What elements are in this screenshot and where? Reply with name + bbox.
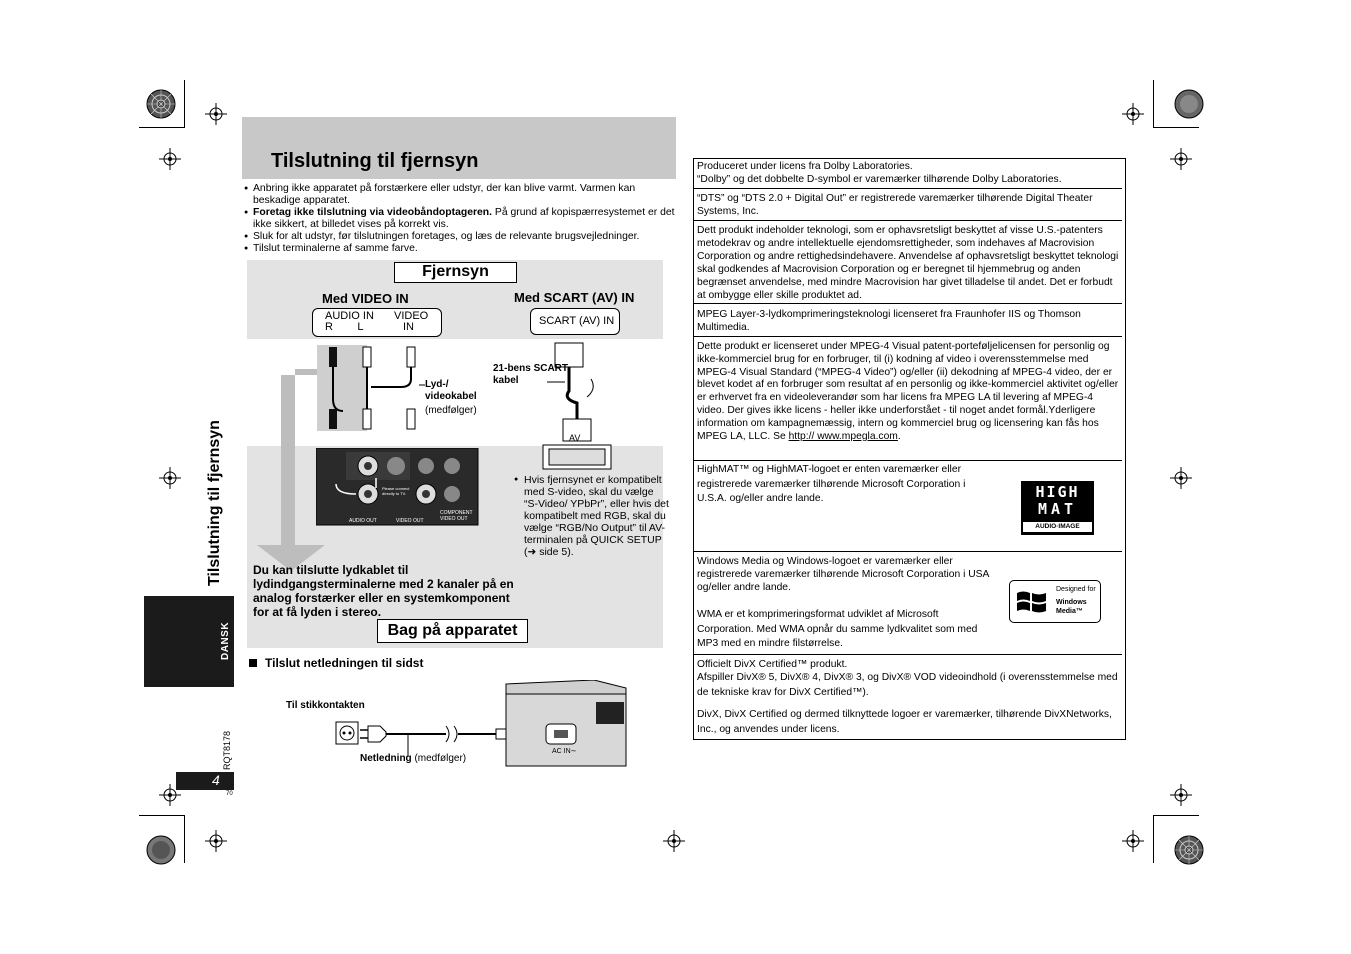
- page-number-box: [176, 772, 234, 790]
- wma-text: WMA er et komprimeringsformat udviklet af Microsoft Corporation. Med WMA opnår du samme lydkvalitet som med MP3 med en mindre filstørrelse.: [697, 609, 978, 649]
- warning-bullets: [244, 183, 676, 255]
- color-rosette-icon: [146, 89, 176, 119]
- av-mark: AV: [569, 433, 581, 443]
- registration-mark-icon: [205, 830, 227, 852]
- av-cable-label: Lyd-/ videokabel: [425, 379, 477, 402]
- crop-mark: [184, 815, 185, 863]
- color-rosette-icon: [1174, 89, 1204, 119]
- crop-mark: [1153, 815, 1199, 816]
- unit-back-label: Bag på apparatet: [377, 619, 528, 643]
- crop-mark: [139, 127, 185, 128]
- divx-certified-text: Officielt DivX Certified™ produkt.: [697, 659, 848, 670]
- mp3-text: MPEG Layer-3-lydkomprimeringsteknologi licenseret fra Fraunhofer IIS og Thomson Multimedia.: [697, 309, 1081, 333]
- section-square-icon: [249, 659, 257, 667]
- video-out-label: VIDEO OUT: [396, 518, 424, 524]
- video-in-heading: Med VIDEO IN: [322, 291, 409, 306]
- registration-mark-icon: [1122, 830, 1144, 852]
- registration-mark-icon: [663, 830, 685, 852]
- highmat-logo: HIGH MAT AUDIO·IMAGE: [1021, 481, 1094, 535]
- registration-mark-icon: [205, 103, 227, 125]
- separator: [693, 654, 1122, 655]
- separator: [693, 551, 1122, 552]
- separator: [693, 460, 1122, 461]
- crop-mark: [184, 80, 185, 128]
- scart-cable-label: 21-bens SCART kabel: [493, 363, 569, 386]
- separator: [693, 303, 1122, 304]
- bullet-item: ● Tilslut terminalerne af samme farve.: [244, 243, 676, 255]
- color-rosette-icon: [146, 835, 176, 865]
- color-rosette-icon: [1174, 835, 1204, 865]
- av-cable-note: (medfølger): [425, 405, 477, 416]
- audio-in-label: AUDIO IN: [325, 310, 374, 322]
- bullet-item: ● Sluk for alt udstyr, før tilslutningen foretages, og læs de relevante brugsvejledninger.: [244, 231, 676, 243]
- crop-mark: [1153, 815, 1154, 863]
- registration-mark-icon: [159, 148, 181, 170]
- crop-mark: [1153, 127, 1199, 128]
- tv-label: Fjernsyn: [394, 262, 517, 283]
- macrovision-text: Dett produkt indeholder teknologi, som er ophavsretsligt beskyttet af visse U.S.-patenters metodekrav og andre intellektuelle ejendomsrettigheder, som indehaves af Macrovision Corporation og andre rettighedsindehavere. Anvendelse af ophavsretsligt beskyttet teknologi skal godkendes af Macrovision Corporation og er beregnet til hjemmebrug og anden begrænset anvendelse, med mindre Macrovision har givet tilladelse til andet. Det er forbudt at ombygge eller skille produktet ad.: [697, 225, 1119, 301]
- crop-mark: [1153, 80, 1154, 128]
- please-connect-note: Please connect directly to TV.: [382, 486, 410, 496]
- video-in-label-2: IN: [403, 321, 414, 333]
- mpegla-link[interactable]: http:// www.mpegla.com: [788, 430, 898, 442]
- registration-mark-icon: [159, 467, 181, 489]
- outlet-label: Til stikkontakten: [286, 700, 365, 711]
- small-page-number: 70: [226, 791, 233, 797]
- divx-trademark-text: DivX, DivX Certified og dermed tilknyttede logoer er varemærker, tilhørende DivXNetworks, Inc., og anvendes under licens.: [697, 709, 1112, 735]
- language-tab-label: DANSK: [220, 621, 231, 660]
- power-heading: Tilslut netledningen til sidst: [265, 656, 424, 670]
- bullet-item: ● Foretag ikke tilslutning via videobåndoptageren. På grund af kopispærresystemet er det ikke sikkert, at billedet vises på korrekt vis.: [244, 207, 676, 231]
- audio-out-label: AUDIO OUT: [349, 518, 377, 524]
- side-title-text: Tilslutning til fjernsyn: [206, 420, 223, 586]
- registration-mark-icon: [1170, 467, 1192, 489]
- side-section-title: [198, 400, 238, 590]
- power-cord-label: Netledning (medfølger): [360, 753, 467, 764]
- registration-mark-icon: [1170, 148, 1192, 170]
- separator: [693, 220, 1122, 221]
- registration-mark-icon: [1170, 784, 1192, 806]
- bullet-item: ● Anbring ikke apparatet på forstærkere eller udstyr, der kan blive varmt. Varmen kan beskadige apparatet.: [244, 183, 676, 207]
- windows-media-logo: Designed for Windows Media™: [1009, 580, 1101, 623]
- page-number: 4: [212, 772, 220, 788]
- scart-heading: Med SCART (AV) IN: [514, 290, 635, 305]
- document-code: RQT8178: [222, 730, 232, 770]
- component-out-label: COMPONENT VIDEO OUT: [440, 510, 473, 522]
- scart-av-in-label: SCART (AV) IN: [539, 315, 615, 327]
- mpeg4-text: Dette produkt er licenseret under MPEG-4 Visual patent-porteføljelicensen for personlig og ikke-kommerciel brug for en forbruger, til (i) kodning af video i overensstemmelse med MPEG-4 Visual Standard (“MPEG-4 Video”) og/eller (ii) dekodning af MPEG-4 video, der er blevet kodet af en forbruger som resultat af en personlig og ikke-kommerciel aktivitet og/eller er erhvervet fra en videoleverandør som har licens fra MPEG LA til levering af MPEG-4 video. Der gives ikke licens - heller ikke underforstået - til noget andet formål.Yderligere information om kampagnemæssig, intern og kommerciel brug og licensering kan fås hos MPEG LA, LLC. Se http:// www.mpegla.com.: [697, 341, 1119, 442]
- dts-text: “DTS” og “DTS 2.0 + Digital Out” er registrerede varemærker tilhørende Digital Theater Systems, Inc.: [697, 193, 1093, 217]
- highmat-text: HighMAT™ og HighMAT-logoet er enten varemærker eller registrerede varemærker tilhørende Microsoft Corporation i U.S.A. og/eller andre lande.: [697, 464, 966, 504]
- separator: [693, 188, 1122, 189]
- crop-mark: [139, 815, 185, 816]
- ac-in-label: AC IN∼: [552, 748, 577, 755]
- windows-media-text: Windows Media og Windows-logoet er varemærker eller registrerede varemærker tilhørende Microsoft Corporation i USA og/eller andre lande.: [697, 556, 989, 593]
- page-title: Tilslutning til fjernsyn: [271, 150, 479, 172]
- separator: [693, 336, 1122, 337]
- svideo-note: ● Hvis fjernsynet er kompatibelt med S-video, skal du vælge “S-Video/ YPbPr”, eller hvis det kompatibelt med RGB, skal du vælge “RGB/No Output” til AV-terminalen på QUICK SETUP (➜ side 5).: [514, 474, 669, 558]
- registration-mark-icon: [1122, 103, 1144, 125]
- divx-playback-text: Afspiller DivX® 5, DivX® 4, DivX® 3, og DivX® VOD videoindhold (i overensstemmelse med de tekniske krav for DivX Certified™).: [697, 672, 1118, 698]
- video-in-label: VIDEO: [394, 310, 429, 322]
- dolby-text: Produceret under licens fra Dolby Laboratories. “Dolby” og det dobbelte D-symbol er varemærker tilhørende Dolby Laboratories.: [697, 161, 1062, 185]
- windows-flag-icon: [1015, 587, 1049, 617]
- stereo-note: Du kan tilslutte lydkablet til lydindgangsterminalerne med 2 kanaler på en analog forstærker eller en systemkomponent for at få lyden i stereo.: [253, 563, 514, 619]
- audio-rl-label: R L: [325, 321, 364, 333]
